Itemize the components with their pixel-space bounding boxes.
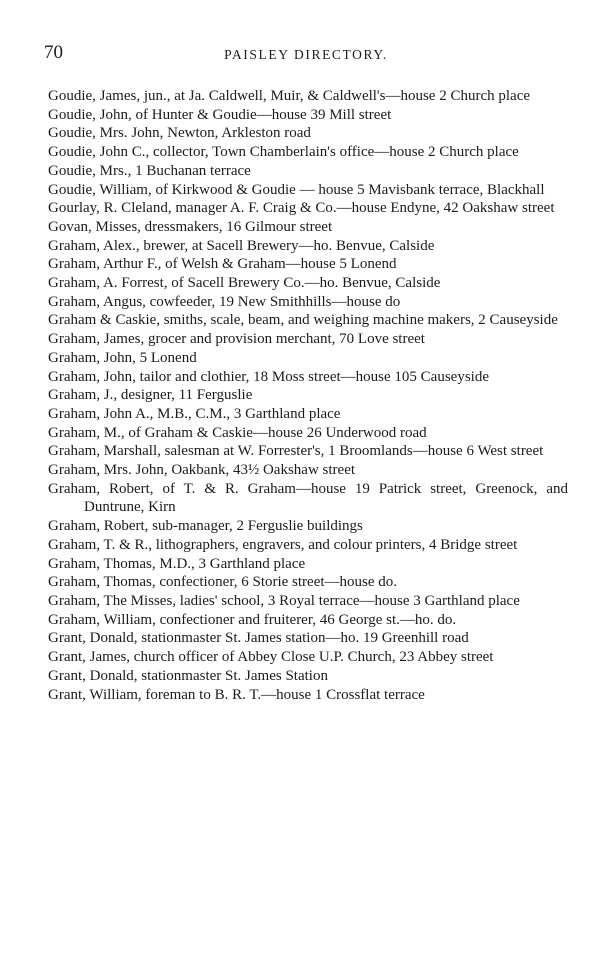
directory-entry: Graham, James, grocer and provision merchant, 70 Love street	[48, 331, 425, 348]
running-title: PAISLEY DIRECTORY.	[224, 47, 388, 62]
directory-entry: Gourlay, R. Cleland, manager A. F. Craig & Co.—house Endyne, 42 Oakshaw street	[48, 200, 555, 217]
directory-entry: Goudie, Mrs., 1 Buchanan terrace	[48, 162, 251, 179]
directory-entry: Graham, Alex., brewer, at Sacell Brewery—ho. Benvue, Calside	[48, 237, 435, 254]
directory-entry: Goudie, James, jun., at Ja. Caldwell, Muir, & Caldwell's—house 2 Church place	[48, 88, 531, 104]
directory-entry: Graham, Marshall, salesman at W. Forrester's, 1 Broomlands—house 6 West street	[48, 443, 544, 460]
directory-entry: Graham, Mrs. John, Oakbank, 43½ Oakshaw street	[48, 462, 356, 479]
directory-entry: Govan, Misses, dressmakers, 16 Gilmour street	[48, 218, 333, 235]
directory-entry: Graham, Thomas, M.D., 3 Garthland place	[48, 555, 306, 572]
page-number: 70	[44, 42, 63, 63]
directory-entry: Graham, M., of Graham & Caskie—house 26 Underwood road	[48, 424, 427, 441]
directory-entry: Grant, William, foreman to B. R. T.—house 1 Crossflat terrace	[48, 686, 425, 703]
directory-entry: Graham, Angus, cowfeeder, 19 New Smithhills—house do	[48, 293, 401, 310]
directory-entry: Graham, John A., M.B., C.M., 3 Garthland place	[48, 405, 341, 422]
directory-entry: Graham, Robert, sub-manager, 2 Ferguslie buildings	[48, 518, 363, 535]
directory-entries	[48, 87, 568, 704]
directory-entry: Grant, Donald, stationmaster St. James station—ho. 19 Greenhill road	[48, 630, 469, 647]
directory-entry: Goudie, William, of Kirkwood & Goudie — house 5 Mavisbank terrace, Blackhall	[48, 181, 545, 198]
directory-entry: Graham, The Misses, ladies' school, 3 Royal terrace—house 3 Garthland place	[48, 592, 520, 609]
directory-entry: Graham, Thomas, confectioner, 6 Storie street—house do.	[48, 574, 398, 591]
directory-entry: Goudie, Mrs. John, Newton, Arkleston road	[48, 125, 311, 142]
directory-entry: Grant, James, church officer of Abbey Close U.P. Church, 23 Abbey street	[48, 649, 494, 666]
directory-entry: Graham, T. & R., lithographers, engravers, and colour printers, 4 Bridge street	[48, 536, 518, 553]
directory-entry: Graham, William, confectioner and fruiterer, 46 George st.—ho. do.	[48, 611, 457, 628]
directory-entry: Graham, John, tailor and clothier, 18 Moss street—house 105 Causeyside	[48, 368, 489, 385]
directory-entry: Graham, A. Forrest, of Sacell Brewery Co.—ho. Benvue, Calside	[48, 275, 441, 292]
directory-entry: Graham, Arthur F., of Welsh & Graham—house 5 Lonend	[48, 256, 397, 273]
directory-entry: Graham & Caskie, smiths, scale, beam, and weighing machine makers, 2 Causeyside	[48, 312, 558, 329]
directory-entry: Goudie, John, of Hunter & Goudie—house 39 Mill street	[48, 106, 392, 123]
directory-entry: Grant, Donald, stationmaster St. James Station	[48, 667, 328, 684]
directory-entry: Graham, Robert, of T. & R. Graham—house 19 Patrick street, Greenock, and Duntrune, Kirn	[48, 480, 568, 516]
directory-entry: Goudie, John C., collector, Town Chamberlain's office—house 2 Church place	[48, 144, 519, 161]
directory-entry: Graham, J., designer, 11 Ferguslie	[48, 387, 253, 404]
page-header	[44, 42, 568, 68]
directory-entry: Graham, John, 5 Lonend	[48, 349, 197, 366]
